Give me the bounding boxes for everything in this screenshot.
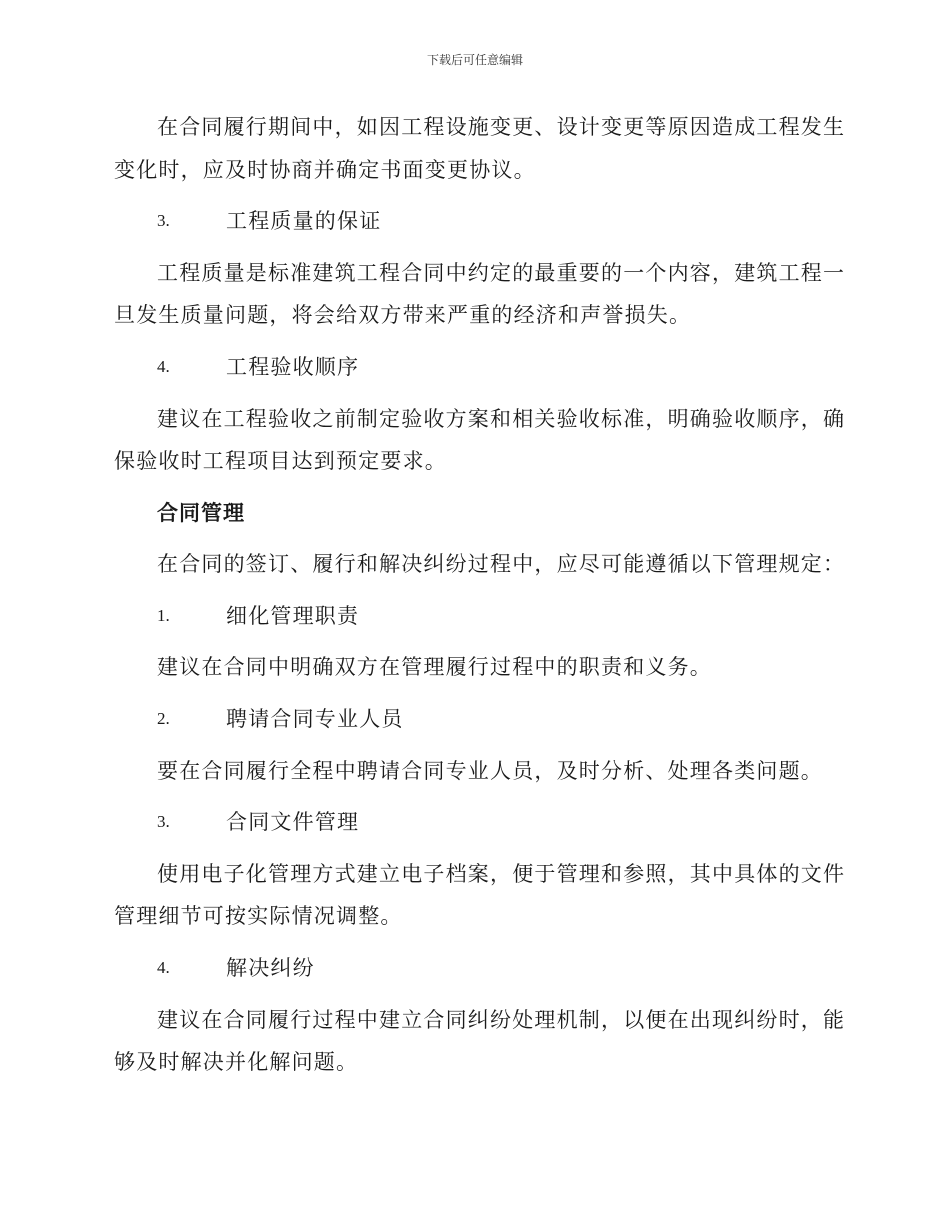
list-number: 2. <box>157 709 170 728</box>
paragraph-line: 保验收时工程项目达到预定要求。 <box>114 449 447 473</box>
list-item-title: 合同文件管理 <box>226 810 360 834</box>
list-item-title: 工程质量的保证 <box>226 209 382 233</box>
page-header: 下载后可任意编辑 <box>426 53 523 67</box>
paragraph-line: 建议在工程验收之前制定验收方案和相关验收标准，明确验收顺序，确 <box>157 407 846 431</box>
list-item-title: 细化管理职责 <box>226 604 360 628</box>
list-number: 3. <box>157 812 170 831</box>
paragraph-line: 在合同履行期间中，如因工程设施变更、设计变更等原因造成工程发生 <box>157 115 846 139</box>
paragraph-line: 管理细节可按实际情况调整。 <box>114 904 403 928</box>
list-number: 3. <box>157 211 170 230</box>
list-item-title: 工程验收顺序 <box>226 355 360 379</box>
paragraph-line: 变化时，应及时协商并确定书面变更协议。 <box>114 158 536 182</box>
paragraph-line: 建议在合同中明确双方在管理履行过程中的职责和义务。 <box>157 655 712 679</box>
paragraph-line: 在合同的签订、履行和解决纠纷过程中，应尽可能遵循以下管理规定： <box>157 552 846 576</box>
paragraph-line: 建议在合同履行过程中建立合同纠纷处理机制，以便在出现纠纷时，能 <box>157 1008 846 1032</box>
list-number: 4. <box>157 958 170 977</box>
section-heading: 合同管理 <box>157 501 245 525</box>
list-item-title: 聘请合同专业人员 <box>226 707 404 731</box>
list-number: 1. <box>157 606 170 625</box>
paragraph-line: 旦发生质量问题，将会给双方带来严重的经济和声誉损失。 <box>114 303 692 327</box>
paragraph-line: 够及时解决并化解问题。 <box>114 1050 359 1074</box>
list-number: 4. <box>157 357 170 376</box>
paragraph-line: 使用电子化管理方式建立电子档案，便于管理和参照，其中具体的文件 <box>157 862 846 886</box>
list-item-title: 解决纠纷 <box>226 956 315 980</box>
paragraph-line: 要在合同履行全程中聘请合同专业人员，及时分析、处理各类问题。 <box>157 759 823 783</box>
paragraph-line: 工程质量是标准建筑工程合同中约定的最重要的一个内容，建筑工程一 <box>157 261 846 285</box>
